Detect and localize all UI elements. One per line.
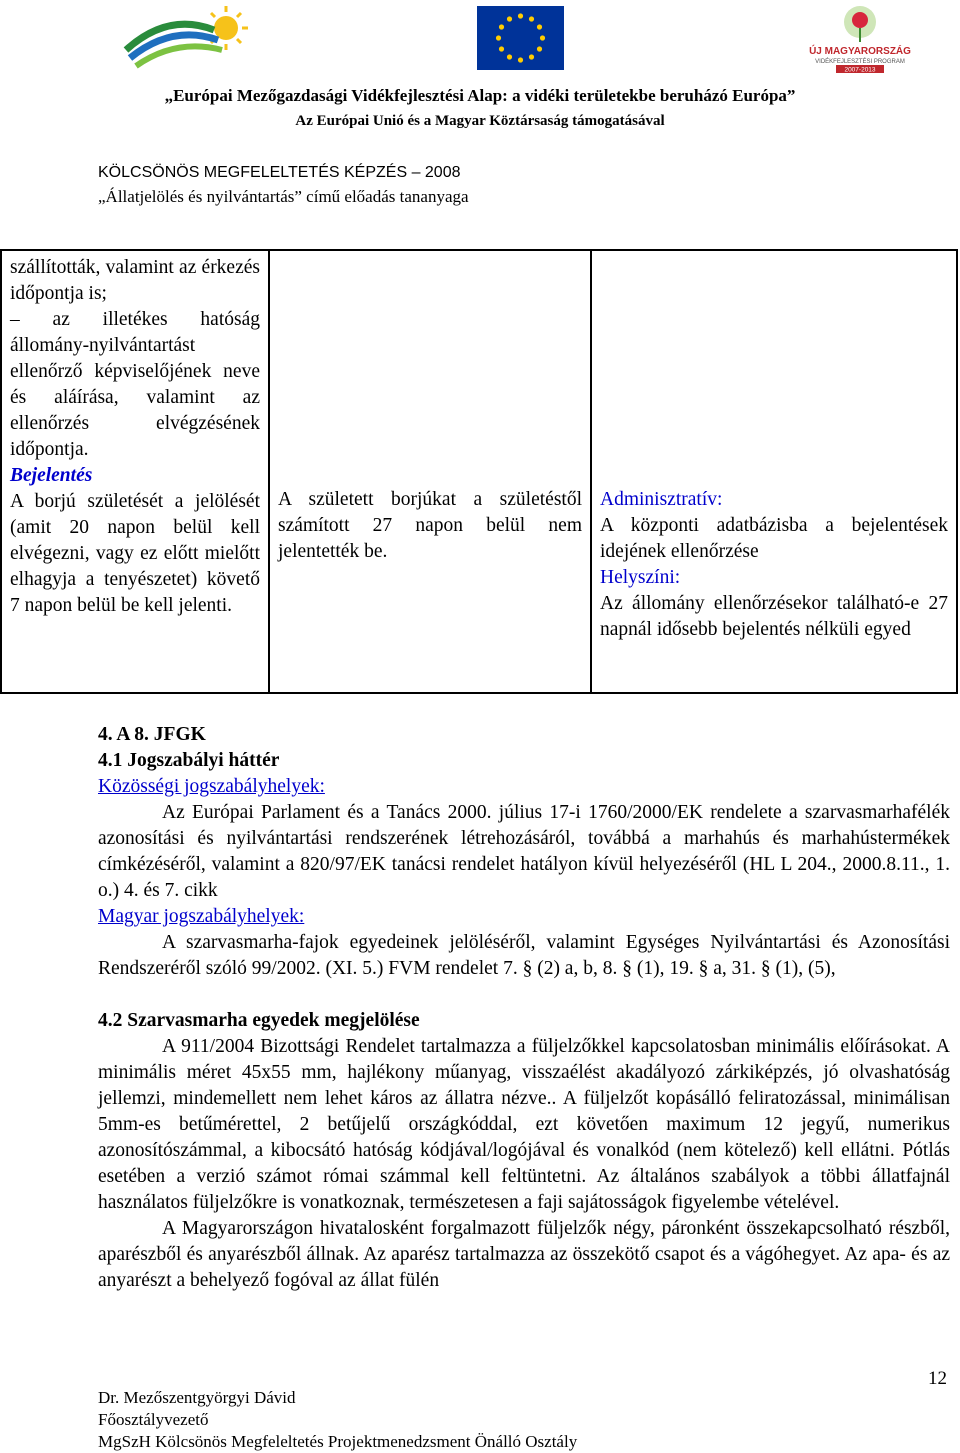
footer-author: Dr. Mezőszentgyörgyi Dávid bbox=[98, 1388, 296, 1407]
cell-text: A borjú születését a jelölését (amit 20 napon belül kell elvégezni, vagy ez előtt mielőtt elhagyja a tenyészetet) követő 7 napon belül be kell jelenti. bbox=[10, 491, 260, 616]
paragraph: A Magyarországon hivatalosként forgalmazott füljelzők négy, páronként összekapcsolható részből, aparészből és anyarészből állnak. Az aparész tartalmazza az összekötő csapot és a vágóhegyet. Az apa- és az anyarészt a behelyező fogóval az állat fülén bbox=[98, 1218, 950, 1291]
flower-logo-icon bbox=[806, 2, 914, 74]
section-heading: 4. A 8. JFGK bbox=[98, 724, 206, 745]
logo-text: ÚJ MAGYARORSZÁG bbox=[809, 46, 911, 57]
course-title: KÖLCSÖNÖS MEGFELELTETÉS KÉPZÉS – 2008 bbox=[98, 164, 461, 181]
page-number: 12 bbox=[928, 1368, 947, 1389]
header-title: „Európai Mezőgazdasági Vidékfejlesztési Alap: a vidéki területekbe beruházó Európa” bbox=[164, 86, 796, 105]
table-cell-requirement bbox=[1, 250, 269, 693]
table-cell-check bbox=[591, 250, 957, 693]
cell-text: – az illetékes hatóság állomány-nyilvántartást ellenőrző képviselőjének neve és aláírása, valamint az ellenőrzés elvégzésének időpontja. bbox=[10, 309, 260, 460]
table-row bbox=[1, 250, 957, 693]
subsection-heading: 4.1 Jogszabályi háttér bbox=[98, 750, 280, 771]
course-subtitle: „Állatjelölés és nyilvántartás” című előadás tananyaga bbox=[98, 187, 469, 206]
cell-text: A központi adatbázisba a bejelentések idejének ellenőrzése bbox=[600, 515, 948, 562]
logo-subtext: VIDÉKFEJLESZTÉSI PROGRAM bbox=[815, 59, 905, 65]
eu-law-text: Az Európai Parlament és a Tanács 2000. július 17-i 1760/2000/EK rendelete a szarvasmarhafélék azonosítási és nyilvántartási rendszerének létrehozásáról, továbbá a marhahús és marhahústermékek címkézéséről, valamint a 820/97/EK tanácsi rendelet hatályon kívül helyezéséről (HL L 204., 2000.8.11., 1. o.) 4. és 7. cikk bbox=[98, 802, 950, 901]
cell-text: A született borjúkat a születéstől számított 27 napon belül nem jelentették be. bbox=[278, 489, 582, 562]
table-cell-violation bbox=[269, 250, 591, 693]
cell-text: szállították, valamint az érkezés időpontja is; bbox=[10, 257, 260, 304]
subsection-heading: 4.2 Szarvasmarha egyedek megjelölése bbox=[98, 1010, 420, 1031]
cell-heading: Bejelentés bbox=[10, 465, 93, 486]
sun-swoosh-icon bbox=[118, 0, 263, 72]
footer-org: MgSzH Kölcsönös Megfeleltetés Projektmenedzsment Önálló Osztály bbox=[98, 1432, 578, 1451]
footer-role: Főosztályvezető bbox=[98, 1410, 209, 1429]
paragraph: A 911/2004 Bizottsági Rendelet tartalmazza a füljelzőkkel kapcsolatosban minimális előírásokat. A minimális méret 45x55 mm, hajlékony műanyag, visszaélést akadályozó zárkiképzés, jó olvashatóság jellemzi, mindemellett nem lehet káros az állatra nézve.. A füljelzőt kopásálló feliratozással, minimálisan 5mm-es betűmérettel, 2 betűjelű országkóddal, ezt követően maximum 12 jegyű, numerikus azonosítószámmal, a kibocsátó hatóság kódjával/logójával és vonalkód (nem kötelező) kell ellátni. Pótlás esetében a verzió számot római számmal kell feltüntetni. Az általános szabályok a többi állatfajnál használatos füljelzőkre is vonatkoznak, természetesen a faji sajátosságok figyelembe vételével. bbox=[98, 1036, 950, 1213]
hu-law-text: A szarvasmarha-fajok egyedeinek jelöléséről, valamint Egységes Nyilvántartási és Azonosítási Rendszeréről szóló 99/2002. (XI. 5.) FVM rendelet 7. § (2) a, b, 8. § (1), 19. § a, 31. § (1), (5), bbox=[98, 932, 950, 979]
cell-label: Helyszíni: bbox=[600, 567, 681, 588]
eu-flag bbox=[477, 6, 564, 70]
section-4 bbox=[98, 722, 950, 1294]
hu-law-label: Magyar jogszabályhelyek: bbox=[98, 906, 305, 927]
eu-flag-icon bbox=[477, 6, 564, 70]
cell-text: Az állomány ellenőrzésekor található-e 27 napnál idősebb bejelentés nélküli egyed bbox=[600, 593, 948, 640]
logo-years: 2007-2013 bbox=[844, 66, 876, 74]
eu-law-label: Közösségi jogszabályhelyek: bbox=[98, 776, 325, 797]
cell-label: Adminisztratív: bbox=[600, 489, 723, 510]
footer bbox=[98, 1387, 577, 1453]
uj-magyarorszag-logo bbox=[806, 2, 914, 74]
requirements-table bbox=[0, 249, 958, 694]
header-subtitle: Az Európai Unió és a Magyar Köztársaság támogatásával bbox=[295, 113, 665, 129]
program-logo-left bbox=[118, 0, 263, 72]
